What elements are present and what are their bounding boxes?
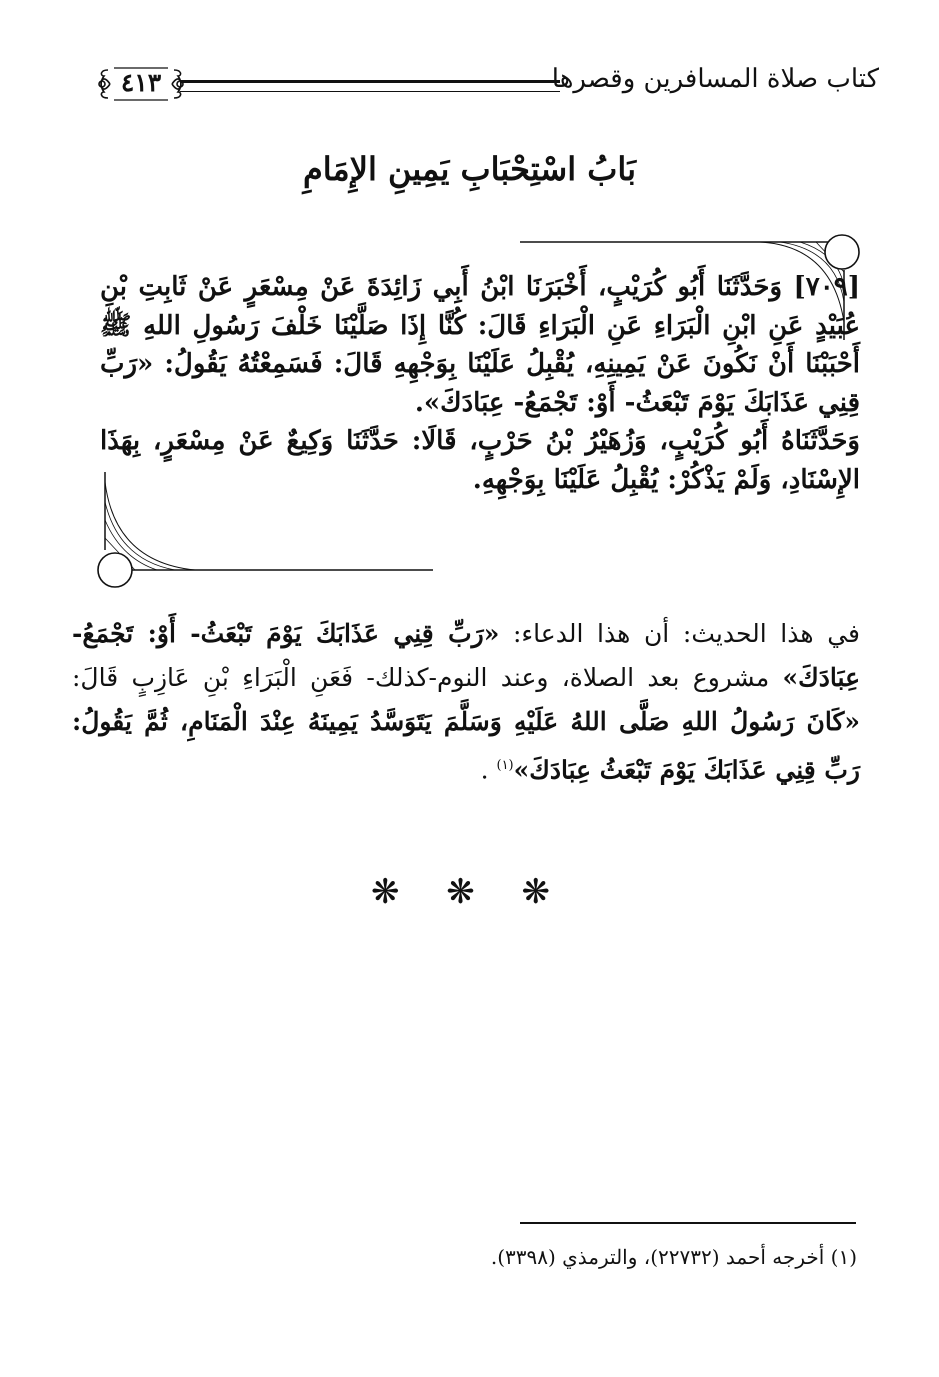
chapter-title: بَابُ اسْتِحْبَابِ يَمِينِ الإِمَامِ (302, 150, 636, 188)
commentary-end: . (480, 755, 497, 785)
page-number: ٤١٣ (120, 68, 162, 97)
hadith-paragraph-chain: وَحَدَّثَنَاهُ أَبُو كُرَيْبٍ، وَزُهَيْرُ بْنُ حَرْبٍ، قَالَا: حَدَّثَنَا وَكِيعٌ عَنْ مِسْعَرٍ، بِهَذَا الإِسْنَادِ، وَلَمْ يَذْكُرْ: يُقْبِلُ عَلَيْنَا بِوَجْهِهِ. (100, 426, 860, 495)
hadith-text (100, 268, 860, 499)
header-rule (180, 80, 560, 92)
commentary-quote-hadith: «كَانَ رَسُولُ اللهِ صَلَّى اللهُ عَلَيْهِ وَسَلَّمَ يَتَوَسَّدُ يَمِينَهُ عِنْدَ الْمَنَامِ، ثُمَّ يَقُولُ: رَبِّ قِنِي عَذَابَكَ يَوْمَ تَبْعَثُ عِبَادَكَ» (72, 707, 860, 785)
page-number-badge (96, 62, 186, 106)
section-separator-stars: ❋ ❋ ❋ (370, 872, 569, 912)
footnote-reference: (١) (496, 758, 514, 773)
footnote-text: (١) أخرجه أحمد (٢٢٧٣٢)، والترمذي (٣٣٩٨). (490, 1245, 857, 1269)
footnote-rule (520, 1222, 856, 1224)
commentary-middle: مشروع بعد الصلاة، وعند النوم-كذلك- فَعَنِ الْبَرَاءِ بْنِ عَازِبٍ قَالَ: (72, 663, 783, 692)
commentary-quote-dua: «رَبِّ قِنِي عَذَابَكَ يَوْمَ تَبْعَثُ- أَوْ: تَجْمَعُ- عِبَادَكَ» (72, 619, 860, 692)
hadith-paragraph-main: [٧٠٩] وَحَدَّثَنَا أَبُو كُرَيْبٍ، أَخْبَرَنَا ابْنُ أَبِي زَائِدَةَ عَنْ مِسْعَرٍ عَنْ ثَابِتِ بْنِ عُبَيْدٍ عَنِ ابْنِ الْبَرَاءِ عَنِ الْبَرَاءِ قَالَ: كُنَّا إِذَا صَلَّيْنَا خَلْفَ رَسُولِ اللهِ ﷺ أَحْبَبْنَا أَنْ نَكُونَ عَنْ يَمِينِهِ، يُقْبِلُ عَلَيْنَا بِوَجْهِهِ قَالَ: فَسَمِعْتُهُ يَقُولُ: «رَبِّ قِنِي عَذَابَكَ يَوْمَ تَبْعَثُ- أَوْ: تَجْمَعُ- عِبَادَكَ». (100, 272, 860, 418)
commentary-paragraph (72, 612, 860, 792)
running-header-title: كتاب صلاة المسافرين وقصرها (551, 64, 879, 94)
commentary-intro: في هذا الحديث: أن هذا الدعاء: (499, 619, 860, 648)
